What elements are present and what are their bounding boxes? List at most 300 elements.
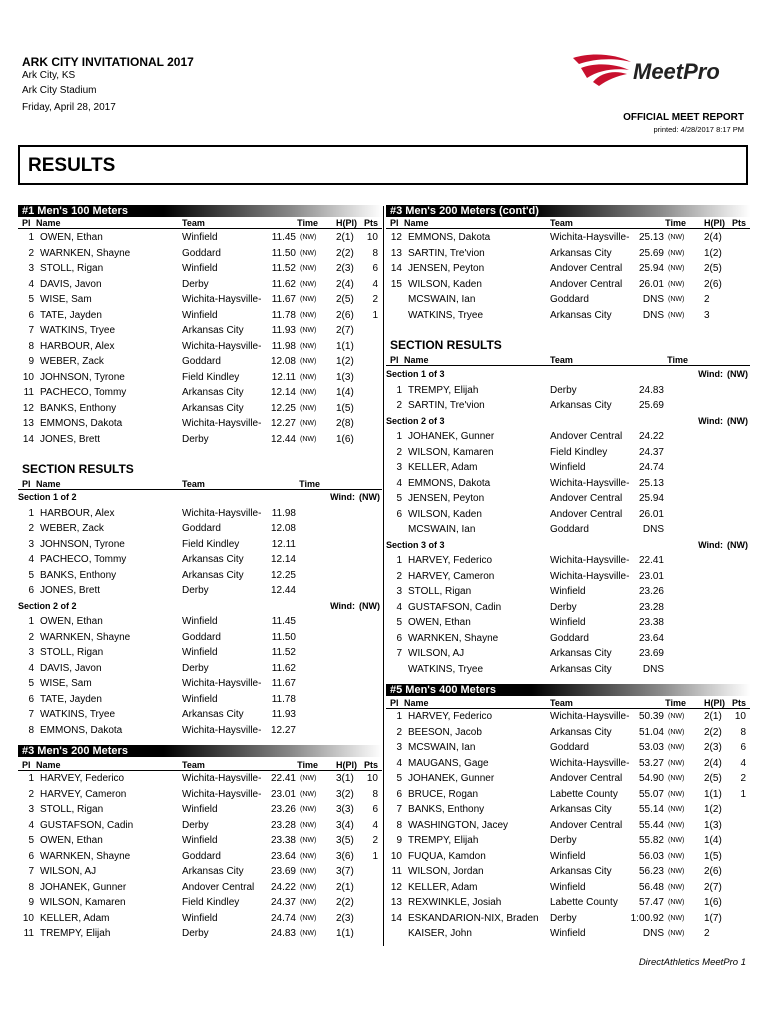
heat-place: 2(1) [704, 711, 722, 722]
points: 4 [372, 819, 378, 831]
team-name: Goddard [550, 742, 589, 753]
result-row [18, 401, 380, 417]
team-name: Andover Central [550, 263, 623, 274]
result-time: 23.64 [638, 632, 664, 644]
athlete-name: WILSON, Kamaren [408, 446, 494, 458]
wind-note: (NW) [300, 899, 317, 906]
team-name: Andover Central [550, 493, 623, 504]
athlete-name: HARVEY, Federico [408, 711, 493, 722]
team-name: Wichita-Haysville- [182, 788, 262, 800]
heat-place: 2(3) [704, 742, 722, 753]
athlete-name: BANKS, Enthony [408, 804, 485, 815]
athlete-name: HARVEY, Federico [40, 773, 125, 784]
athlete-name: REXWINKLE, Josiah [408, 897, 502, 908]
athlete-name: JOHNSON, Tyrone [40, 371, 125, 383]
wind-value: (NW) [359, 492, 380, 502]
place: 2 [28, 788, 34, 800]
section-title: Section 3 of 3 [386, 539, 445, 550]
team-name: Derby [182, 928, 209, 939]
team-name: Goddard [182, 631, 221, 643]
place: 15 [390, 278, 402, 290]
result-time: 24.37 [270, 897, 296, 908]
heat-place: 1(6) [336, 433, 354, 445]
heat-place: 1(3) [336, 371, 354, 383]
section-header [18, 490, 380, 505]
team-name: Derby [550, 912, 577, 924]
result-time: 23.26 [270, 804, 296, 815]
heat-place: 2(7) [336, 325, 354, 336]
column-header-team: Team [550, 698, 573, 708]
wind-note: (NW) [300, 806, 317, 813]
team-name: Arkansas City [550, 726, 612, 738]
wind-note: (NW) [668, 759, 685, 767]
athlete-name: TREMPY, Elijah [40, 928, 111, 939]
result-row [18, 308, 380, 324]
athlete-name: HARVEY, Federico [408, 555, 493, 566]
result-row [18, 416, 380, 432]
result-row [386, 864, 748, 880]
place: 8 [28, 881, 34, 893]
result-time: 11.78 [271, 693, 296, 705]
column-header-time: Time [278, 218, 318, 228]
wind-note: (NW) [668, 265, 685, 272]
wind-note: (NW) [300, 837, 317, 844]
athlete-name: GUSTAFSON, Cadin [40, 819, 134, 831]
place: 2 [396, 400, 402, 411]
result-time: 25.94 [638, 263, 664, 274]
result-time: 51.04 [638, 726, 664, 738]
place: 5 [396, 493, 402, 504]
athlete-name: HARBOUR, Alex [40, 507, 115, 519]
place: 7 [28, 709, 34, 720]
heat-place: 1(3) [704, 819, 722, 831]
heat-place: 2(2) [704, 726, 722, 738]
athlete-name: STOLL, Rigan [40, 647, 104, 658]
team-name: Wichita-Haysville- [182, 507, 262, 519]
wind-note: (NW) [668, 234, 685, 241]
result-row [386, 292, 748, 308]
result-row [386, 787, 748, 803]
team-name: Arkansas City [182, 325, 244, 336]
team-name: Winfield [182, 263, 218, 274]
result-row [18, 521, 380, 537]
points: 4 [740, 757, 746, 769]
points: 10 [366, 773, 378, 784]
heat-place: 3(7) [336, 866, 354, 877]
wind-note: (NW) [300, 821, 317, 829]
athlete-name: WISE, Sam [40, 294, 92, 305]
place: 1 [28, 616, 34, 627]
athlete-name: GUSTAFSON, Cadin [408, 601, 502, 613]
result-row [386, 740, 748, 756]
place: 8 [28, 340, 34, 352]
wind-label: Wind: [698, 539, 723, 550]
result-row [18, 707, 380, 723]
section-header [386, 538, 748, 553]
athlete-name: EMMONS, Dakota [408, 232, 491, 243]
heat-place: 2(7) [704, 881, 722, 893]
athlete-name: EMMONS, Dakota [40, 418, 123, 429]
result-row [386, 553, 748, 569]
place: 4 [28, 819, 34, 831]
column-header-pl: Pl [390, 218, 399, 228]
result-time: 11.50 [271, 247, 296, 259]
place: 4 [28, 278, 34, 290]
result-row [386, 615, 748, 631]
result-row [386, 383, 748, 399]
result-row [18, 802, 380, 818]
team-name: Field Kindley [182, 371, 240, 383]
team-name: Andover Central [550, 508, 623, 520]
result-time: DNS [642, 663, 664, 675]
athlete-name: DAVIS, Javon [40, 278, 102, 290]
heat-place: 3(2) [336, 788, 354, 800]
wind-note: (NW) [300, 389, 317, 396]
heat-place: 1(1) [704, 788, 722, 800]
place: 3 [28, 804, 34, 815]
athlete-name: WARNKEN, Shayne [40, 850, 131, 862]
team-name: Derby [182, 662, 209, 674]
section-results-heading: SECTION RESULTS [22, 462, 134, 476]
result-row [386, 849, 748, 865]
result-row [18, 911, 380, 927]
wind-note: (NW) [300, 249, 317, 257]
points: 6 [740, 742, 746, 753]
result-row [386, 911, 748, 927]
result-time: 54.90 [638, 773, 664, 784]
result-time: 25.69 [638, 247, 664, 259]
athlete-name: DAVIS, Javon [40, 662, 102, 674]
result-row [18, 246, 380, 262]
team-name: Goddard [182, 247, 221, 259]
team-name: Wichita-Haysville- [182, 418, 262, 429]
heat-place: 2 [704, 294, 710, 305]
wind-note: (NW) [300, 342, 317, 350]
wind-note: (NW) [668, 821, 685, 829]
result-time: 1:00.92 [630, 912, 664, 924]
result-time: 55.07 [638, 788, 664, 800]
athlete-name: EMMONS, Dakota [40, 724, 123, 736]
result-time: 11.93 [271, 709, 296, 720]
athlete-name: BANKS, Enthony [40, 569, 117, 581]
wind-label: Wind: [698, 369, 723, 379]
place: 13 [390, 897, 402, 908]
team-name: Arkansas City [550, 663, 612, 675]
column-header-hpl: H(Pl) [336, 760, 357, 770]
column-header-pts: Pts [706, 218, 746, 228]
place: 6 [396, 632, 402, 644]
team-name: Derby [550, 835, 577, 846]
athlete-name: WILSON, Jordan [408, 866, 484, 877]
heat-place: 2(4) [704, 757, 722, 769]
points: 4 [372, 278, 378, 290]
result-time: 25.13 [638, 232, 664, 243]
heat-place: 3(5) [336, 835, 354, 846]
place: 11 [23, 387, 34, 398]
result-time: 24.74 [270, 912, 296, 924]
team-name: Arkansas City [182, 866, 244, 877]
result-row [386, 445, 748, 461]
column-header-pts: Pts [706, 698, 746, 708]
result-row [18, 864, 380, 880]
place: 1 [396, 384, 402, 396]
athlete-name: JOHANEK, Gunner [408, 431, 495, 442]
team-name: Winfield [550, 850, 586, 862]
team-name: Arkansas City [182, 569, 244, 581]
athlete-name: WATKINS, Tryee [40, 709, 116, 720]
team-name: Arkansas City [182, 709, 244, 720]
meet-venue: Ark City Stadium [22, 85, 97, 96]
meetpro-logo [571, 52, 751, 88]
wind-note: (NW) [300, 358, 317, 365]
result-time: 22.41 [638, 555, 664, 566]
athlete-name: BRUCE, Rogan [408, 788, 479, 800]
team-name: Wichita-Haysville- [182, 294, 262, 305]
result-row [386, 476, 748, 492]
place: 4 [28, 662, 34, 674]
result-row [386, 631, 748, 647]
athlete-name: OWEN, Ethan [40, 232, 103, 243]
result-time: 12.11 [271, 538, 296, 550]
points: 1 [372, 309, 378, 321]
result-time: 12.08 [270, 356, 296, 367]
result-time: 23.01 [638, 570, 664, 582]
section-wind [330, 599, 380, 614]
athlete-name: TATE, Jayden [40, 309, 102, 321]
wind-note: (NW) [668, 249, 685, 257]
athlete-name: TREMPY, Elijah [408, 384, 479, 396]
result-row [386, 491, 748, 507]
result-row [386, 522, 748, 538]
team-name: Winfield [550, 928, 586, 939]
team-name: Wichita-Haysville- [550, 711, 630, 722]
result-row [18, 385, 380, 401]
column-header-name: Name [36, 760, 61, 770]
result-row [386, 771, 748, 787]
place: 13 [22, 418, 34, 429]
result-row [18, 676, 380, 692]
place: 9 [28, 897, 34, 908]
place: 5 [28, 678, 34, 689]
place: 7 [28, 325, 34, 336]
place: 3 [396, 462, 402, 473]
wind-note: (NW) [668, 744, 685, 751]
result-time: 23.69 [638, 648, 664, 659]
column-header-pl: Pl [390, 698, 399, 708]
athlete-name: HARBOUR, Alex [40, 340, 115, 352]
place: 6 [396, 788, 402, 800]
heat-place: 2(5) [704, 773, 722, 784]
place: 8 [396, 819, 402, 831]
result-time: 12.44 [270, 433, 296, 445]
result-time: 12.08 [270, 523, 296, 534]
wind-note: (NW) [668, 311, 685, 319]
athlete-name: OWEN, Ethan [40, 835, 103, 846]
athlete-name: WILSON, Kaden [408, 278, 482, 290]
result-row [18, 292, 380, 308]
wind-value: (NW) [727, 369, 748, 379]
wind-note: (NW) [668, 728, 685, 736]
result-time: 11.98 [271, 340, 296, 352]
result-row [386, 880, 748, 896]
report-title: OFFICIAL MEET REPORT [623, 112, 744, 123]
points: 6 [372, 804, 378, 815]
result-time: 26.01 [638, 508, 664, 520]
result-time: 53.27 [638, 757, 664, 769]
place: 11 [391, 866, 402, 877]
athlete-name: KAISER, John [408, 928, 472, 939]
athlete-name: WEBER, Zack [40, 356, 104, 367]
column-header-team: Team [182, 218, 205, 228]
heat-place: 1(1) [336, 928, 354, 939]
team-name: Field Kindley [182, 897, 240, 908]
team-name: Arkansas City [550, 648, 612, 659]
heat-place: 1(4) [704, 835, 722, 846]
result-row [386, 818, 748, 834]
athlete-name: OWEN, Ethan [40, 616, 103, 627]
result-row [386, 709, 748, 725]
team-name: Wichita-Haysville- [550, 757, 630, 769]
section-header [386, 367, 748, 382]
athlete-name: WEBER, Zack [40, 523, 104, 534]
column-header-pts: Pts [338, 218, 378, 228]
place: 4 [396, 601, 402, 613]
place: 5 [396, 773, 402, 784]
result-row [18, 833, 380, 849]
heat-place: 1(2) [704, 804, 722, 815]
team-name: Labette County [550, 788, 618, 800]
place: 1 [396, 431, 402, 442]
place: 5 [28, 294, 34, 305]
results-heading: RESULTS [28, 155, 116, 176]
column-header-pts: Pts [338, 760, 378, 770]
result-time: 11.78 [271, 309, 296, 321]
heat-place: 1(4) [336, 387, 354, 398]
team-name: Winfield [550, 881, 586, 893]
athlete-name: MCSWAIN, Ian [408, 294, 476, 305]
result-time: 23.26 [638, 586, 664, 597]
wind-note: (NW) [300, 868, 317, 875]
wind-note: (NW) [300, 914, 317, 922]
section-header [18, 599, 380, 614]
place: 3 [28, 538, 34, 550]
wind-label: Wind: [330, 600, 355, 611]
result-time: 24.83 [638, 384, 664, 396]
section-header [386, 414, 748, 429]
team-name: Arkansas City [550, 247, 612, 259]
athlete-name: WASHINGTON, Jacey [408, 819, 509, 831]
place: 1 [396, 555, 402, 566]
result-time: 12.27 [270, 724, 296, 736]
place: 6 [28, 693, 34, 705]
brand-text: MeetPro [633, 59, 720, 84]
team-name: Arkansas City [182, 402, 244, 414]
place: 2 [396, 726, 402, 738]
result-row [18, 880, 380, 896]
result-time: DNS [642, 309, 664, 321]
heat-place: 1(1) [336, 340, 354, 352]
team-name: Winfield [550, 462, 586, 473]
wind-note: (NW) [668, 930, 685, 937]
athlete-name: WILSON, AJ [408, 648, 465, 659]
athlete-name: JENSEN, Peyton [408, 263, 485, 274]
result-row [18, 926, 380, 942]
result-time: DNS [642, 294, 664, 305]
wind-note: (NW) [300, 930, 317, 937]
heat-place: 1(2) [336, 356, 354, 367]
result-time: 25.94 [638, 493, 664, 504]
wind-note: (NW) [668, 280, 685, 288]
team-name: Wichita-Haysville- [550, 555, 630, 566]
athlete-name: WILSON, Kamaren [40, 897, 126, 908]
place: 1 [28, 507, 34, 519]
result-row [18, 354, 380, 370]
footer-text: DirectAthletics MeetPro 1 [638, 957, 746, 968]
wind-note: (NW) [300, 435, 317, 443]
meetpro-swoosh-icon [571, 52, 751, 88]
heat-place: 2(4) [336, 278, 354, 290]
team-name: Field Kindley [182, 538, 240, 550]
team-name: Winfield [182, 309, 218, 321]
team-name: Winfield [182, 647, 218, 658]
wind-note: (NW) [300, 234, 317, 241]
athlete-name: BANKS, Enthony [40, 402, 117, 414]
athlete-name: FUQUA, Kamdon [408, 850, 486, 862]
team-name: Labette County [550, 897, 618, 908]
team-name: Goddard [182, 850, 221, 862]
team-name: Wichita-Haysville- [182, 724, 262, 736]
result-time: 24.83 [270, 928, 296, 939]
athlete-name: JENSEN, Peyton [408, 493, 485, 504]
result-time: 56.48 [638, 881, 664, 893]
points: 6 [372, 263, 378, 274]
team-name: Wichita-Haysville- [182, 340, 262, 352]
team-name: Arkansas City [550, 866, 612, 877]
team-name: Winfield [182, 804, 218, 815]
team-name: Arkansas City [550, 804, 612, 815]
place: 5 [28, 569, 34, 581]
result-row [18, 849, 380, 865]
result-row [386, 584, 748, 600]
result-row [386, 507, 748, 523]
result-time: 25.69 [638, 400, 664, 411]
place: 13 [390, 247, 402, 259]
section-results-heading: SECTION RESULTS [390, 338, 502, 352]
team-name: Derby [182, 278, 209, 290]
wind-note: (NW) [668, 837, 685, 844]
result-row [18, 771, 380, 787]
heat-place: 3(1) [336, 773, 354, 784]
result-row [18, 661, 380, 677]
result-time: 50.39 [638, 711, 664, 722]
result-row [18, 583, 380, 599]
heat-place: 3(3) [336, 804, 354, 815]
place: 6 [396, 508, 402, 520]
section-wind [698, 367, 748, 382]
result-row [386, 398, 748, 414]
result-time: 11.67 [271, 678, 296, 689]
result-time: 23.38 [638, 617, 664, 628]
result-time: 12.25 [270, 569, 296, 581]
result-row [18, 645, 380, 661]
column-header-hpl: H(Pl) [336, 218, 357, 228]
wind-note: (NW) [668, 868, 685, 875]
wind-note: (NW) [300, 775, 317, 782]
column-header-time: Time [278, 760, 318, 770]
wind-note: (NW) [668, 775, 685, 782]
result-time: 57.47 [638, 897, 664, 908]
team-name: Derby [182, 585, 209, 596]
